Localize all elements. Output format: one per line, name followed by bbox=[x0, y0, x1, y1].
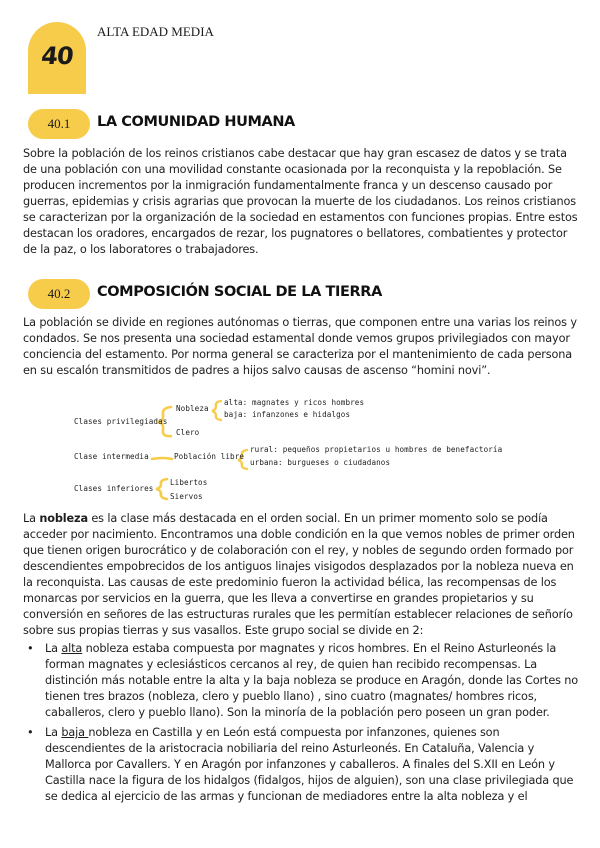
label-nobility: Nobleza bbox=[176, 404, 209, 413]
label-middle: Clase intermedia bbox=[74, 452, 149, 461]
bracket-nobility bbox=[212, 401, 221, 420]
section-1-paragraph: Sobre la población de los reinos cristianos cabe destacar que hay gran escasez de datos y se trata de una población con una movilidad constante ocasionada por la reconquista y la repoblación. Se producen incrementos por la inmigración fundamentalmente franca y un descenso causado por guerras, epidemias y crisis agrarias que provocan la muerte de los ciudadanos. Los reinos cristianos se caracterizan por la organización de la sociedad en estamentos con funciones propias. Entre estos destacan los oradores, encargados de rezar, los pugnatores o bellatores, combatientes y protector de la paz, o los laboratores o trabajadores. bbox=[23, 147, 578, 256]
nobility-intro: La bbox=[23, 512, 40, 525]
social-classes-diagram bbox=[70, 396, 510, 508]
section-2-title: COMPOSICIÓN SOCIAL DE LA TIERRA bbox=[97, 284, 382, 300]
section-2-number: 40.2 bbox=[28, 279, 90, 309]
label-urban: urbana: burgueses o ciudadanos bbox=[250, 458, 391, 467]
bullet-2-underlined: baja bbox=[61, 726, 89, 739]
nobility-rest: es la clase más destacada en el orden social. En un primer momento solo se podía acceder por nacimiento. Encontramos una doble condición en la que vemos nobles de primer orden que tienen origen burocrático y de colaboración con el rey, y nobles de segundo orden formado por descendientes empobrecidos de los antiguos linajes visigodos desplazados por la nobleza nueva en la reconquista. Las causas de este predominio fueron la actividad bélica, las recompensas de los monarcas por servicios en la guerra, que les lleva a convertirse en grandes propietarios y su conversión en señores de las estructuras rurales que les permitían establecer relaciones de señorío sobre sus propias tierras y sus vasallos. Este grupo social se divide en 2: bbox=[23, 512, 575, 637]
label-high-nobility: alta: magnates y ricos hombres bbox=[224, 398, 365, 407]
section-1-title: LA COMUNIDAD HUMANA bbox=[97, 114, 295, 130]
unit-title: ALTA EDAD MEDIA bbox=[97, 24, 214, 39]
bullet-1-pre: La bbox=[45, 642, 62, 655]
label-free-population: Población libre bbox=[174, 452, 245, 461]
unit-number-badge bbox=[28, 22, 86, 94]
list-item bbox=[23, 641, 579, 721]
section-1-number: 40.1 bbox=[28, 109, 90, 139]
nobility-bullet-list bbox=[23, 641, 579, 809]
label-lower: Clases inferiores bbox=[74, 484, 154, 493]
label-privileged: Clases privilegiadas bbox=[74, 417, 168, 426]
bullet-1-underlined: alta bbox=[61, 642, 83, 655]
nobility-bold-word: nobleza bbox=[39, 512, 88, 525]
nobility-paragraph bbox=[23, 511, 579, 639]
label-freedmen: Libertos bbox=[170, 478, 208, 487]
label-clergy: Clero bbox=[176, 428, 200, 437]
unit-number: 40 bbox=[39, 42, 75, 70]
bullet-1-text: nobleza estaba compuesta por magnates y ricos hombres. En el Reino Asturleonés la forman magnates y eclesiásticos cercanos al rey, de quien han recibido recompensas. La distinción más notable entre la alta y la baja nobleza se produce en Aragón, donde las Cortes no tienen tres brazos (nobleza, clero y pueblo llano) , sino cuatro (magnates/ hombres ricos, caballeros, clero y pueblo llano). Son la minoría de la población pero poseen un gran poder. bbox=[45, 642, 579, 719]
label-low-nobility: baja: infanzones e hidalgos bbox=[224, 410, 351, 419]
bracket-lower-classes bbox=[156, 479, 167, 499]
bullet-marker: • bbox=[27, 726, 34, 739]
bullet-marker: • bbox=[27, 642, 34, 655]
section-2-paragraph: La población se divide en regiones autónomas o tierras, que componen entre una varias los reinos y condados. Se nos presenta una sociedad estamental donde vemos grupos privilegiados con mayor conciencia del estamento. Por norma general se caracteriza por el mantenimiento de cada persona en su escalón transmitidos de padres a hijos salvo causas de ascenso “homini novi”. bbox=[23, 316, 577, 377]
label-rural: rural: pequeños propietarios u hombres de benefactoría bbox=[250, 445, 503, 454]
label-serfs: Siervos bbox=[170, 492, 203, 501]
list-item bbox=[23, 725, 579, 805]
bullet-2-text: nobleza en Castilla y en León está compuesta por infanzones, quienes son descendientes de la aristocracia nobiliaria del reino Asturleonés. En Cataluña, Valencia y Mallorca por Cavallers. Y en Aragón por infanzones y caballeros. A finales del S.XII en León y Castilla nace la figura de los hidalgos (fidalgos, hijos de alguien), son una clase privilegiada que se dedica al ejercicio de las armas y funcionan de mediadores entre la alta nobleza y el bbox=[45, 726, 574, 803]
bullet-2-pre: La bbox=[45, 726, 62, 739]
line-middle-class bbox=[152, 458, 172, 459]
